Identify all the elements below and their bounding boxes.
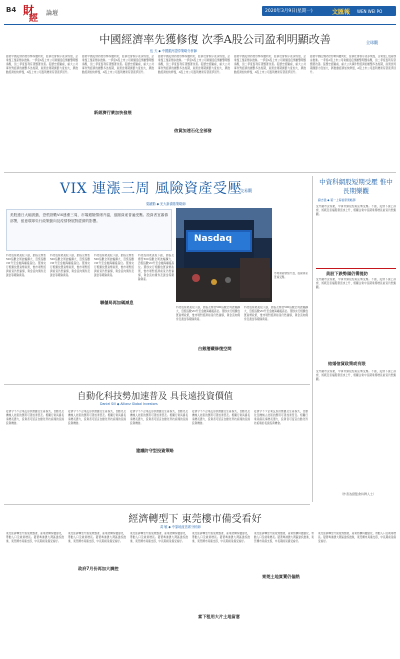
paper-english: WEN WEI PO — [357, 8, 383, 14]
vix-headline — [40, 178, 290, 198]
right-byline: 蘇志強 ◆ 第一上海首席策略師 — [318, 198, 356, 202]
paper-name: 文匯報 — [332, 9, 351, 16]
page-number: B4 — [6, 6, 17, 14]
top-column-2: 隨著中國疫情防控形勢持續向好，經濟社會秩序逐步恢復，企業復工復產穩步推進。一季度A股上市公司業績受疫情衝擊明顯承壓，但二季度盈利有望顯著改善。從歷史經驗看，重大公共事件對經濟的衝擊多為短期，政策逆周期調節力度加大，將推動經濟加快修復，A股上市公司盈利增速有望逐季回升。 — [82, 55, 154, 74]
bottom-column-5: 東莞經濟轉型升級成效顯著，產業結構持續優化，帶動人口及就業增長。隨著粵港澳大灣區建設推進，東莞樓市具備支撐，中長期前景備受看好。 — [254, 532, 314, 543]
page-header — [0, 0, 400, 24]
auto-column-3: 疫情令不少企業反思供應鏈及生產模式，自動化及機械人技術的應用可望加速普及。相關行業具備長遠增長潛力，投資者可留意自動化科技板塊的長線投資機會。 — [130, 410, 188, 425]
nasdaq-sign: Nasdaq — [194, 234, 232, 244]
masthead-char-2: 經 — [29, 14, 39, 24]
auto-byline: Daniel Sill ◆ Allianz Global Investors — [100, 402, 158, 406]
top-headline: 中國經濟率先獲修復 次季A股公司盈利明顯改善 — [99, 33, 331, 46]
vix-column-5: 科技股拖累美股下跌，納指及標普500指數全周波幅擴大，恐慌指數VIX升至金融海嘯後高位。環球央行相繼放寬貨幣政策，惟市場對經濟前景仍然審慎，資金流向債券及黃金等避險資產。 — [176, 306, 240, 321]
vix-author: 梁穎勤 ◆ 光大新鴻基策略師 — [146, 202, 186, 206]
vix-photo-caption: 市場避險情緒升溫，風險資產普遍受壓。 — [274, 272, 308, 279]
top-subhead-1: 新經濟行業加快發展 — [94, 110, 132, 115]
vix-column-2: 科技股拖累美股下跌，納指及標普500指數全周波幅擴大，恐慌指數VIX升至金融海嘯後高位。環球央行相繼放寬貨幣政策，惟市場對經濟前景仍然審慎，資金流向債券及黃金等避險資產。 — [50, 254, 90, 277]
vix-corner-tag: 交易觀 — [240, 188, 252, 193]
top-column-5: 隨著中國疫情防控形勢持續向好，經濟社會秩序逐步恢復，企業復工復產穩步推進。一季度A股上市公司業績受疫情衝擊明顯承壓，但二季度盈利有望顯著改善。從歷史經驗看，重大公共事件對經濟的衝擊多為短期，政策逆周期調節力度加大，將推動經濟加快修復，A股上市公司盈利增速有望逐季回升。 — [310, 55, 396, 74]
vix-quote-text: 美股連日大幅波動，恐慌指數VIX連漲三周，市場避險情緒升溫，風險資產普遍受壓。投資者宜審慎部署，留意環球央行政策動向及疫情發展對經濟的影響。 — [10, 213, 168, 223]
top-byline: 伍 天 ◆ 中國銀河證券策略分析師 — [150, 49, 197, 53]
vix-subhead-2: 白銀潛藏修復空間 — [198, 346, 232, 351]
right-footer-note: （作者為證監會持牌人士） — [340, 492, 377, 496]
dateline-text: 2020年3月9日(星期一) — [265, 9, 313, 14]
right-sidebar-title: 美股下跌勢頭仍需提防 — [326, 270, 368, 276]
auto-subhead-1: 建議防守型投資策略 — [136, 448, 174, 453]
right-column-body-2: 受外圍市況拖累，中資科網股短期走勢受壓。不過，疫情下線上消費、遊戲及雲端服務需求上升，相關企業中長期業務增長前景仍然樂觀。 — [316, 278, 396, 289]
header-rule — [4, 24, 396, 25]
bottom-column-2: 東莞經濟轉型升級成效顯著，產業結構持續優化，帶動人口及就業增長。隨著粵港澳大灣區建設推進，東莞樓市具備支撐，中長期前景備受看好。 — [68, 532, 126, 543]
bottom-column-1: 東莞經濟轉型升級成效顯著，產業結構持續優化，帶動人口及就業增長。隨著粵港澳大灣區建設推進，東莞樓市具備支撐，中長期前景備受看好。 — [6, 532, 64, 543]
auto-column-2: 疫情令不少企業反思供應鏈及生產模式，自動化及機械人技術的應用可望加速普及。相關行業具備長遠增長潛力，投資者可留意自動化科技板塊的長線投資機會。 — [68, 410, 126, 425]
vix-column-4: 科技股拖累美股下跌，納指及標普500指數全周波幅擴大，恐慌指數VIX升至金融海嘯後高位。環球央行相繼放寬貨幣政策，惟市場對經濟前景仍然審慎，資金流向債券及黃金等避險資產。 — [138, 254, 174, 281]
bottom-column-6: 東莞經濟轉型升級成效顯著，產業結構持續優化，帶動人口及就業增長。隨著粵港澳大灣區建設推進，東莞樓市具備支撐，中長期前景備受看好。 — [318, 532, 396, 543]
bottom-headline: 經濟轉型下 東莞樓市備受看好 — [128, 514, 262, 525]
divider-3 — [4, 504, 310, 505]
vix-photo — [176, 208, 272, 302]
bottom-subhead-1: 政府7月份再加大調控 — [78, 566, 119, 571]
top-column-1: 隨著中國疫情防控形勢持續向好，經濟社會秩序逐步恢復，企業復工復產穩步推進。一季度A股上市公司業績受疫情衝擊明顯承壓，但二季度盈利有望顯著改善。從歷史經驗看，重大公共事件對經濟的衝擊多為短期，政策逆周期調節力度加大，將推動經濟加快修復，A股上市公司盈利增速有望逐季回升。 — [6, 55, 78, 74]
divider-1 — [4, 172, 396, 173]
bottom-column-4: 東莞經濟轉型升級成效顯著，產業結構持續優化，帶動人口及就業增長。隨著粵港澳大灣區建設推進，東莞樓市具備支撐，中長期前景備受看好。 — [192, 532, 250, 543]
bottom-byline: 黃 敏 ◆ 中原地產首席分析師 — [160, 525, 201, 529]
top-subhead-2: 信貸加速石化全部發 — [174, 128, 212, 133]
right-column-body-3: 受外圍市況拖累，中資科網股短期走勢受壓。不過，疫情下線上消費、遊戲及雲端服務需求上升，相關企業中長期業務增長前景仍然樂觀。 — [316, 370, 396, 381]
section-title: 論壇 — [46, 10, 59, 17]
right-sidebar2-title-box — [316, 360, 396, 368]
right-column-divider — [312, 176, 313, 502]
top-column-4: 隨著中國疫情防控形勢持續向好，經濟社會秩序逐步恢復，企業復工復產穩步推進。一季度A股上市公司業績受疫情衝擊明顯承壓，但二季度盈利有望顯著改善。從歷史經驗看，重大公共事件對經濟的衝擊多為短期，政策逆周期調節力度加大，將推動經濟加快修復，A股上市公司盈利增速有望逐季回升。 — [234, 55, 306, 74]
masthead-logo — [22, 2, 42, 22]
auto-column-4: 疫情令不少企業反思供應鏈及生產模式，自動化及機械人技術的應用可望加速普及。相關行業具備長遠增長潛力，投資者可留意自動化科技板塊的長線投資機會。 — [192, 410, 250, 425]
right-sidebar-title-box — [316, 268, 396, 276]
right-headline: 中資科網股短期受壓 惟中長期樂觀 — [319, 178, 393, 195]
bottom-column-3: 東莞經濟轉型升級成效顯著，產業結構持續優化，帶動人口及就業增長。隨著粵港澳大灣區建設推進，東莞樓市具備支撐，中長期前景備受看好。 — [130, 532, 188, 543]
bottom-subhead-3: 當下租用大片土地留意 — [198, 614, 240, 619]
vix-quote-box — [6, 209, 172, 251]
vix-headline-text: VIX 連漲三周 風險資產受壓 — [60, 181, 243, 197]
auto-headline: 自動化科技勢加速普及 具長遠投資價值 — [77, 392, 233, 402]
vix-column-1: 科技股拖累美股下跌，納指及標普500指數全周波幅擴大，恐慌指數VIX升至金融海嘯後高位。環球央行相繼放寬貨幣政策，惟市場對經濟前景仍然審慎，資金流向債券及黃金等避險資產。 — [6, 254, 46, 277]
dateline-bar — [262, 6, 396, 16]
top-column-3: 隨著中國疫情防控形勢持續向好，經濟社會秩序逐步恢復，企業復工復產穩步推進。一季度A股上市公司業績受疫情衝擊明顯承壓，但二季度盈利有望顯著改善。從歷史經驗看，重大公共事件對經濟的衝擊多為短期，政策逆周期調節力度加大，將推動經濟加快修復，A股上市公司盈利增速有望逐季回升。 — [158, 55, 230, 74]
top-corner-tag: 全球觀 — [366, 40, 378, 45]
divider-2 — [4, 384, 310, 385]
bottom-subhead-2: 東莞土地買賣仍偏熱 — [262, 574, 300, 579]
right-sidebar2-title: 結婚信貸政策或有限 — [328, 361, 366, 366]
auto-column-5: 疫情令不少企業反思供應鏈及生產模式，自動化及機械人技術的應用可望加速普及。相關行業具備長遠增長潛力，投資者可留意自動化科技板塊的長線投資機會。 — [254, 410, 308, 425]
nasdaq-building-image — [176, 208, 272, 302]
vix-column-3: 科技股拖累美股下跌，納指及標普500指數全周波幅擴大，恐慌指數VIX升至金融海嘯後高位。環球央行相繼放寬貨幣政策，惟市場對經濟前景仍然審慎，資金流向債券及黃金等避險資產。 — [94, 254, 134, 277]
vix-column-6: 科技股拖累美股下跌，納指及標普500指數全周波幅擴大，恐慌指數VIX升至金融海嘯後高位。環球央行相繼放寬貨幣政策，惟市場對經濟前景仍然審慎，資金流向債券及黃金等避險資產。 — [244, 306, 308, 321]
masthead-char-1: 財 — [23, 4, 34, 17]
right-column-body-1: 受外圍市況拖累，中資科網股短期走勢受壓。不過，疫情下線上消費、遊戲及雲端服務需求上升，相關企業中長期業務增長前景仍然樂觀。 — [316, 205, 396, 216]
auto-column-1: 疫情令不少企業反思供應鏈及生產模式，自動化及機械人技術的應用可望加速普及。相關行業具備長遠增長潛力，投資者可留意自動化科技板塊的長線投資機會。 — [6, 410, 64, 425]
vix-subhead-1: 聯儲局再加碼減息 — [100, 300, 134, 305]
